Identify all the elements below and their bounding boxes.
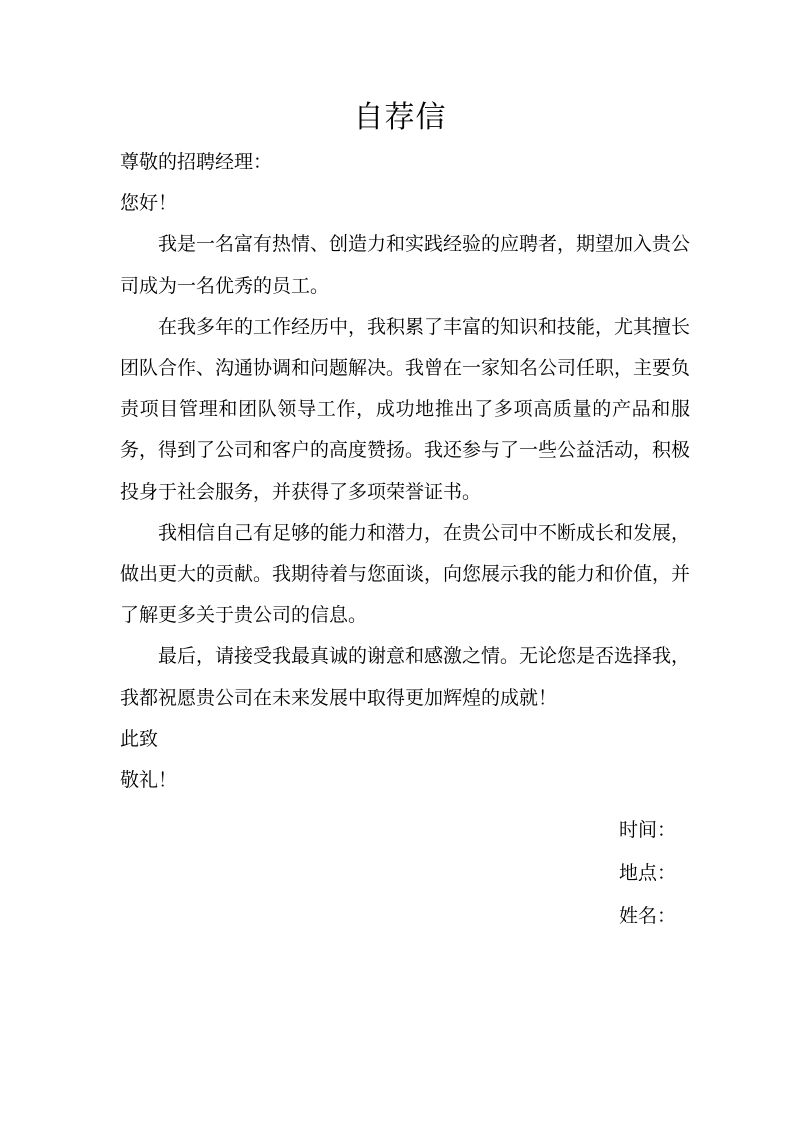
closing-cizhi: 此致 (120, 727, 159, 750)
paragraph-potential: 我相信自己有足够的能力和潜力，在贵公司中不断成长和发展，做出更大的贡献。我期待着与您面谈，向您展示我的能力和价值，并了解更多关于贵公司的信息。 (120, 521, 691, 627)
paragraph-intro: 我是一名富有热情、创造力和实践经验的应聘者，期望加入贵公司成为一名优秀的员工。 (120, 233, 691, 297)
paragraph-thanks: 最后，请接受我最真诚的谢意和感激之情。无论您是否选择我，我都祝愿贵公司在未来发展中取得更加辉煌的成就！ (120, 645, 691, 709)
paragraph-experience: 在我多年的工作经历中，我积累了丰富的知识和技能，尤其擅长团队合作、沟通协调和问题解决。我曾在一家知名公司任职，主要负责项目管理和团队领导工作，成功地推出了多项高质量的产品和服务，得到了公司和客户的高度赞扬。我还参与了一些公益活动，积极投身于社会服务，并获得了多项荣誉证书。 (120, 315, 691, 503)
signature-place-label: 地点： (619, 862, 677, 884)
signature-time-label: 时间： (619, 819, 677, 841)
page-title: 自荐信 (353, 100, 447, 135)
greeting: 您好！ (120, 192, 178, 215)
letter-body (120, 142, 690, 801)
salutation: 尊敬的招聘经理： (120, 151, 273, 173)
closing-jingli: 敬礼！ (120, 769, 178, 792)
signature-block (619, 809, 739, 938)
signature-name-label: 姓名： (619, 905, 677, 927)
